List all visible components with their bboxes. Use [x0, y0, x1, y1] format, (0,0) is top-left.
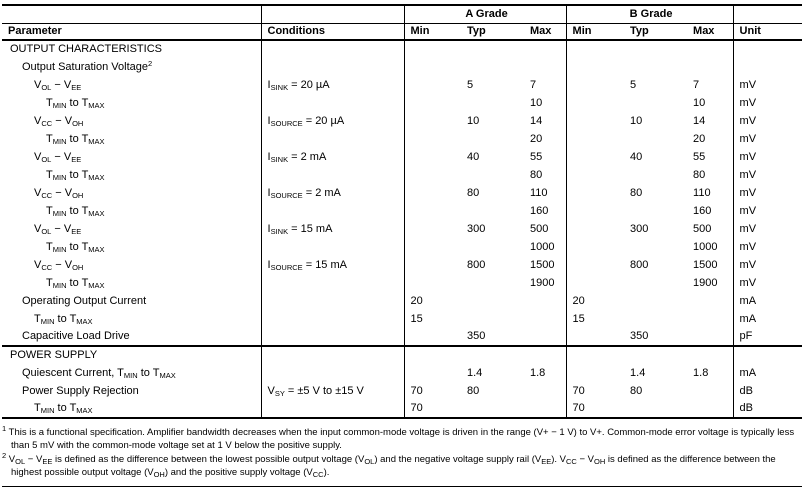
a-grade-min-cell: [404, 256, 461, 274]
spec-row: [2, 58, 802, 76]
a-grade-min-cell: 15: [410, 312, 423, 325]
a-grade-typ-cell: 350: [467, 330, 486, 342]
a-grade-max-cell: 110: [524, 184, 566, 202]
unit-cell: mV: [739, 204, 757, 217]
conditions-cell: [261, 166, 404, 184]
b-grade-min-cell: [566, 94, 624, 112]
header-grade-b: B Grade: [566, 5, 733, 23]
header-grade-a: A Grade: [404, 5, 566, 23]
spec-row: [2, 76, 802, 94]
a-grade-min-cell: [404, 274, 461, 292]
header-a-min: Min: [404, 23, 461, 40]
a-grade-min-cell: [404, 238, 461, 256]
parameter-cell: $T_{MIN}$ to $T_{MAX}$: [2, 166, 261, 184]
b-grade-typ-cell: 1.4: [630, 366, 646, 379]
b-grade-max-cell: [687, 292, 733, 310]
b-grade-max-cell: 160: [687, 202, 733, 220]
header-a-typ: Typ: [461, 23, 524, 40]
spec-row: [2, 148, 802, 166]
conditions-cell: [261, 346, 404, 364]
parameter-cell: $V_{OL} - V_{EE}$: [2, 220, 261, 238]
b-grade-min-cell: [566, 256, 624, 274]
b-grade-typ-cell: [624, 166, 687, 184]
spec-row: [2, 94, 802, 112]
unit-cell: mV: [739, 258, 757, 271]
conditions-cell: [261, 58, 404, 76]
header-b-max: Max: [687, 23, 733, 40]
b-grade-max-cell: [687, 328, 733, 346]
a-grade-min-cell: 70: [410, 402, 423, 414]
conditions-cell: $I_{SOURCE} = 2$ mA: [261, 184, 404, 202]
a-grade-max-cell: 7: [524, 76, 566, 94]
b-grade-typ-cell: [624, 130, 687, 148]
a-grade-max-cell: [524, 310, 566, 328]
b-grade-min-cell: 70: [572, 402, 585, 414]
b-grade-typ-cell: [624, 274, 687, 292]
conditions-cell: [261, 94, 404, 112]
a-grade-min-cell: [404, 40, 461, 58]
b-grade-max-cell: [687, 382, 733, 400]
spec-row: [2, 166, 802, 184]
header-spacer-parameter: [2, 5, 261, 23]
conditions-cell: [261, 364, 404, 382]
header-a-max: Max: [524, 23, 566, 40]
a-grade-min-cell: [404, 130, 461, 148]
header-spacer-conditions: [261, 5, 404, 23]
a-grade-max-cell: 1500: [524, 256, 566, 274]
a-grade-min-cell: [404, 58, 461, 76]
conditions-cell: [261, 238, 404, 256]
parameter-cell: $T_{MIN}$ to $T_{MAX}$: [2, 130, 261, 148]
a-grade-min-cell: [404, 346, 461, 364]
b-grade-max-cell: 1900: [687, 274, 733, 292]
unit-cell: mV: [739, 114, 757, 127]
b-grade-max-cell: [687, 400, 733, 418]
b-grade-typ-cell: 80: [630, 186, 643, 199]
a-grade-max-cell: [524, 382, 566, 400]
b-grade-typ-cell: [624, 400, 687, 418]
unit-cell: mA: [739, 366, 757, 379]
a-grade-max-cell: 55: [524, 148, 566, 166]
unit-cell: mV: [739, 150, 757, 163]
header-b-typ: Typ: [624, 23, 687, 40]
conditions-cell: [261, 400, 404, 418]
column-header-row: [2, 23, 802, 40]
spec-row: [2, 328, 802, 346]
b-grade-typ-cell: [624, 40, 687, 58]
a-grade-max-cell: [524, 328, 566, 346]
spec-row: [2, 400, 802, 418]
parameter-cell: Capacitive Load Drive: [2, 328, 261, 346]
spec-row: [2, 130, 802, 148]
spec-row: [2, 202, 802, 220]
b-grade-typ-cell: 800: [630, 258, 649, 271]
a-grade-typ-cell: 5: [467, 78, 474, 91]
unit-cell: mV: [739, 186, 757, 199]
b-grade-min-cell: [566, 184, 624, 202]
a-grade-typ-cell: 40: [467, 150, 480, 163]
b-grade-min-cell: [566, 328, 624, 346]
parameter-cell: $T_{MIN}$ to $T_{MAX}$: [2, 400, 261, 418]
parameter-cell: $T_{MIN}$ to $T_{MAX}$: [2, 238, 261, 256]
a-grade-max-cell: 10: [524, 94, 566, 112]
b-grade-min-cell: [566, 346, 624, 364]
a-grade-typ-cell: [461, 400, 524, 418]
parameter-cell: OUTPUT CHARACTERISTICS: [2, 40, 261, 58]
a-grade-max-cell: 20: [524, 130, 566, 148]
a-grade-max-cell: 14: [524, 112, 566, 130]
a-grade-typ-cell: [461, 94, 524, 112]
a-grade-min-cell: [404, 364, 461, 382]
unit-cell: mV: [739, 78, 757, 91]
a-grade-max-cell: [524, 292, 566, 310]
b-grade-max-cell: 10: [687, 94, 733, 112]
a-grade-typ-cell: [461, 40, 524, 58]
b-grade-max-cell: [687, 310, 733, 328]
section-header-row: [2, 346, 802, 364]
a-grade-max-cell: [524, 346, 566, 364]
b-grade-min-cell: [566, 220, 624, 238]
b-grade-max-cell: 7: [687, 76, 733, 94]
a-grade-typ-cell: 800: [467, 258, 486, 271]
unit-cell: [733, 40, 802, 58]
b-grade-min-cell: 15: [572, 312, 585, 325]
a-grade-max-cell: [524, 40, 566, 58]
unit-cell: pF: [739, 330, 753, 342]
b-grade-min-cell: [566, 40, 624, 58]
a-grade-typ-cell: 10: [467, 114, 480, 127]
a-grade-max-cell: 1900: [524, 274, 566, 292]
b-grade-min-cell: [566, 238, 624, 256]
a-grade-min-cell: [404, 94, 461, 112]
b-grade-typ-cell: [624, 238, 687, 256]
b-grade-typ-cell: [624, 202, 687, 220]
a-grade-typ-cell: [461, 346, 524, 364]
b-grade-max-cell: 1000: [687, 238, 733, 256]
header-conditions: Conditions: [261, 23, 404, 40]
b-grade-min-cell: 20: [572, 294, 585, 307]
b-grade-typ-cell: [624, 346, 687, 364]
b-grade-typ-cell: 80: [630, 384, 643, 397]
a-grade-min-cell: [404, 202, 461, 220]
a-grade-min-cell: [404, 76, 461, 94]
spec-row: [2, 220, 802, 238]
parameter-cell: Power Supply Rejection: [2, 382, 261, 400]
a-grade-min-cell: [404, 220, 461, 238]
a-grade-typ-cell: [461, 166, 524, 184]
parameter-cell: $V_{CC} - V_{OH}$: [2, 112, 261, 130]
unit-cell: mV: [739, 96, 757, 109]
unit-cell: mV: [739, 132, 757, 145]
a-grade-max-cell: 160: [524, 202, 566, 220]
unit-cell: dB: [739, 402, 754, 414]
a-grade-typ-cell: [461, 274, 524, 292]
grade-header-row: [2, 5, 802, 23]
a-grade-min-cell: [404, 184, 461, 202]
spec-row: [2, 238, 802, 256]
b-grade-max-cell: [687, 346, 733, 364]
a-grade-min-cell: [404, 148, 461, 166]
b-grade-typ-cell: [624, 310, 687, 328]
a-grade-max-cell: [524, 58, 566, 76]
a-grade-typ-cell: 80: [467, 384, 480, 397]
spec-table: [2, 4, 802, 419]
spec-row: [2, 364, 802, 382]
b-grade-max-cell: 14: [687, 112, 733, 130]
header-unit: Unit: [733, 23, 802, 40]
parameter-cell: $T_{MIN}$ to $T_{MAX}$: [2, 310, 261, 328]
a-grade-typ-cell: [461, 58, 524, 76]
b-grade-min-cell: [566, 148, 624, 166]
unit-cell: mA: [739, 312, 757, 325]
a-grade-typ-cell: [461, 238, 524, 256]
parameter-cell: $T_{MIN}$ to $T_{MAX}$: [2, 202, 261, 220]
b-grade-typ-cell: [624, 292, 687, 310]
parameter-cell: Output Saturation Voltage$^2$: [2, 58, 261, 76]
b-grade-min-cell: [566, 112, 624, 130]
a-grade-typ-cell: [461, 310, 524, 328]
unit-cell: dB: [739, 384, 754, 397]
conditions-cell: $I_{SINK} = 15$ mA: [261, 220, 404, 238]
conditions-cell: $I_{SINK} = 2$ mA: [261, 148, 404, 166]
spec-table-header: [2, 5, 802, 40]
b-grade-typ-cell: 10: [630, 114, 643, 127]
parameter-cell: Operating Output Current: [2, 292, 261, 310]
b-grade-max-cell: 20: [687, 130, 733, 148]
conditions-cell: [261, 292, 404, 310]
parameter-cell: $V_{CC} - V_{OH}$: [2, 184, 261, 202]
b-grade-typ-cell: 5: [630, 78, 637, 91]
spec-row: [2, 382, 802, 400]
spec-row: [2, 112, 802, 130]
unit-cell: mV: [739, 240, 757, 253]
footnote: $^1$ This is a functional specification. Amplifier bandwidth decreases when the input common-mode voltage is driven in the range (V+ − 1 V) to V+. Common-mode error voltage is typically less than 5 mV with the common-mode voltage set at 1 V below the positive supply.: [2, 424, 795, 451]
b-grade-max-cell: [687, 40, 733, 58]
conditions-cell: [261, 328, 404, 346]
header-b-min: Min: [566, 23, 624, 40]
a-grade-max-cell: 500: [524, 220, 566, 238]
b-grade-typ-cell: [624, 58, 687, 76]
parameter-cell: $V_{OL} - V_{EE}$: [2, 148, 261, 166]
unit-cell: [733, 58, 802, 76]
unit-cell: [733, 346, 802, 364]
b-grade-min-cell: 70: [572, 384, 585, 397]
b-grade-min-cell: [566, 130, 624, 148]
conditions-cell: [261, 40, 404, 58]
b-grade-typ-cell: 40: [630, 150, 643, 163]
b-grade-min-cell: [566, 58, 624, 76]
a-grade-typ-cell: [461, 202, 524, 220]
spec-row: [2, 292, 802, 310]
b-grade-min-cell: [566, 364, 624, 382]
b-grade-max-cell: 500: [687, 220, 733, 238]
a-grade-typ-cell: 1.4: [467, 366, 483, 379]
conditions-cell: [261, 274, 404, 292]
unit-cell: mV: [739, 222, 757, 235]
a-grade-max-cell: 1.8: [524, 364, 566, 382]
parameter-cell: $T_{MIN}$ to $T_{MAX}$: [2, 94, 261, 112]
a-grade-typ-cell: [461, 292, 524, 310]
a-grade-max-cell: 80: [524, 166, 566, 184]
parameter-cell: $T_{MIN}$ to $T_{MAX}$: [2, 274, 261, 292]
a-grade-max-cell: 1000: [524, 238, 566, 256]
a-grade-min-cell: [404, 112, 461, 130]
spec-table-body: [2, 40, 802, 418]
b-grade-typ-cell: 300: [630, 222, 649, 235]
conditions-cell: $I_{SOURCE} = 20$ µA: [261, 112, 404, 130]
a-grade-typ-cell: 80: [467, 186, 480, 199]
a-grade-typ-cell: [461, 130, 524, 148]
b-grade-max-cell: 55: [687, 148, 733, 166]
conditions-cell: $V_{SY} = \pm 5$ V to ±15 V: [261, 382, 404, 400]
b-grade-typ-cell: [624, 94, 687, 112]
unit-cell: mA: [739, 294, 757, 307]
spec-row: [2, 256, 802, 274]
b-grade-min-cell: [566, 274, 624, 292]
conditions-cell: [261, 202, 404, 220]
spec-row: [2, 310, 802, 328]
header-parameter: Parameter: [2, 23, 261, 40]
a-grade-min-cell: [404, 328, 461, 346]
footnote: $^2$ $V_{OL} - V_{EE}$ is defined as the difference between the lowest possible output voltage $(V_{OL})$ and the negative voltage supply rail $(V_{EE})$. $V_{CC} - V_{OH}$ is defined as the difference between the highest possible output voltage $(V_{OH})$ and the positive supply voltage $(V_{CC})$.: [2, 451, 776, 479]
a-grade-max-cell: [524, 400, 566, 418]
parameter-cell: $V_{CC} - V_{OH}$: [2, 256, 261, 274]
a-grade-typ-cell: 300: [467, 222, 486, 235]
conditions-cell: $I_{SOURCE} = 15$ mA: [261, 256, 404, 274]
a-grade-min-cell: 20: [410, 294, 423, 307]
b-grade-min-cell: [566, 76, 624, 94]
conditions-cell: [261, 130, 404, 148]
spec-row: [2, 274, 802, 292]
b-grade-max-cell: [687, 58, 733, 76]
b-grade-typ-cell: 350: [630, 330, 649, 342]
b-grade-min-cell: [566, 202, 624, 220]
b-grade-max-cell: 110: [687, 184, 733, 202]
unit-cell: mV: [739, 276, 757, 289]
b-grade-min-cell: [566, 166, 624, 184]
footnotes: [2, 424, 802, 487]
unit-cell: mV: [739, 168, 757, 181]
parameter-cell: POWER SUPPLY: [2, 346, 261, 364]
conditions-cell: $I_{SINK} = 20$ µA: [261, 76, 404, 94]
b-grade-max-cell: 1500: [687, 256, 733, 274]
section-header-row: [2, 40, 802, 58]
header-spacer-unit: [733, 5, 802, 23]
a-grade-min-cell: [404, 166, 461, 184]
conditions-cell: [261, 310, 404, 328]
b-grade-max-cell: 80: [687, 166, 733, 184]
b-grade-max-cell: 1.8: [687, 364, 733, 382]
parameter-cell: Quiescent Current, $T_{MIN}$ to $T_{MAX}$: [2, 364, 261, 382]
spec-row: [2, 184, 802, 202]
a-grade-min-cell: 70: [410, 384, 423, 397]
parameter-cell: $V_{OL} - V_{EE}$: [2, 76, 261, 94]
